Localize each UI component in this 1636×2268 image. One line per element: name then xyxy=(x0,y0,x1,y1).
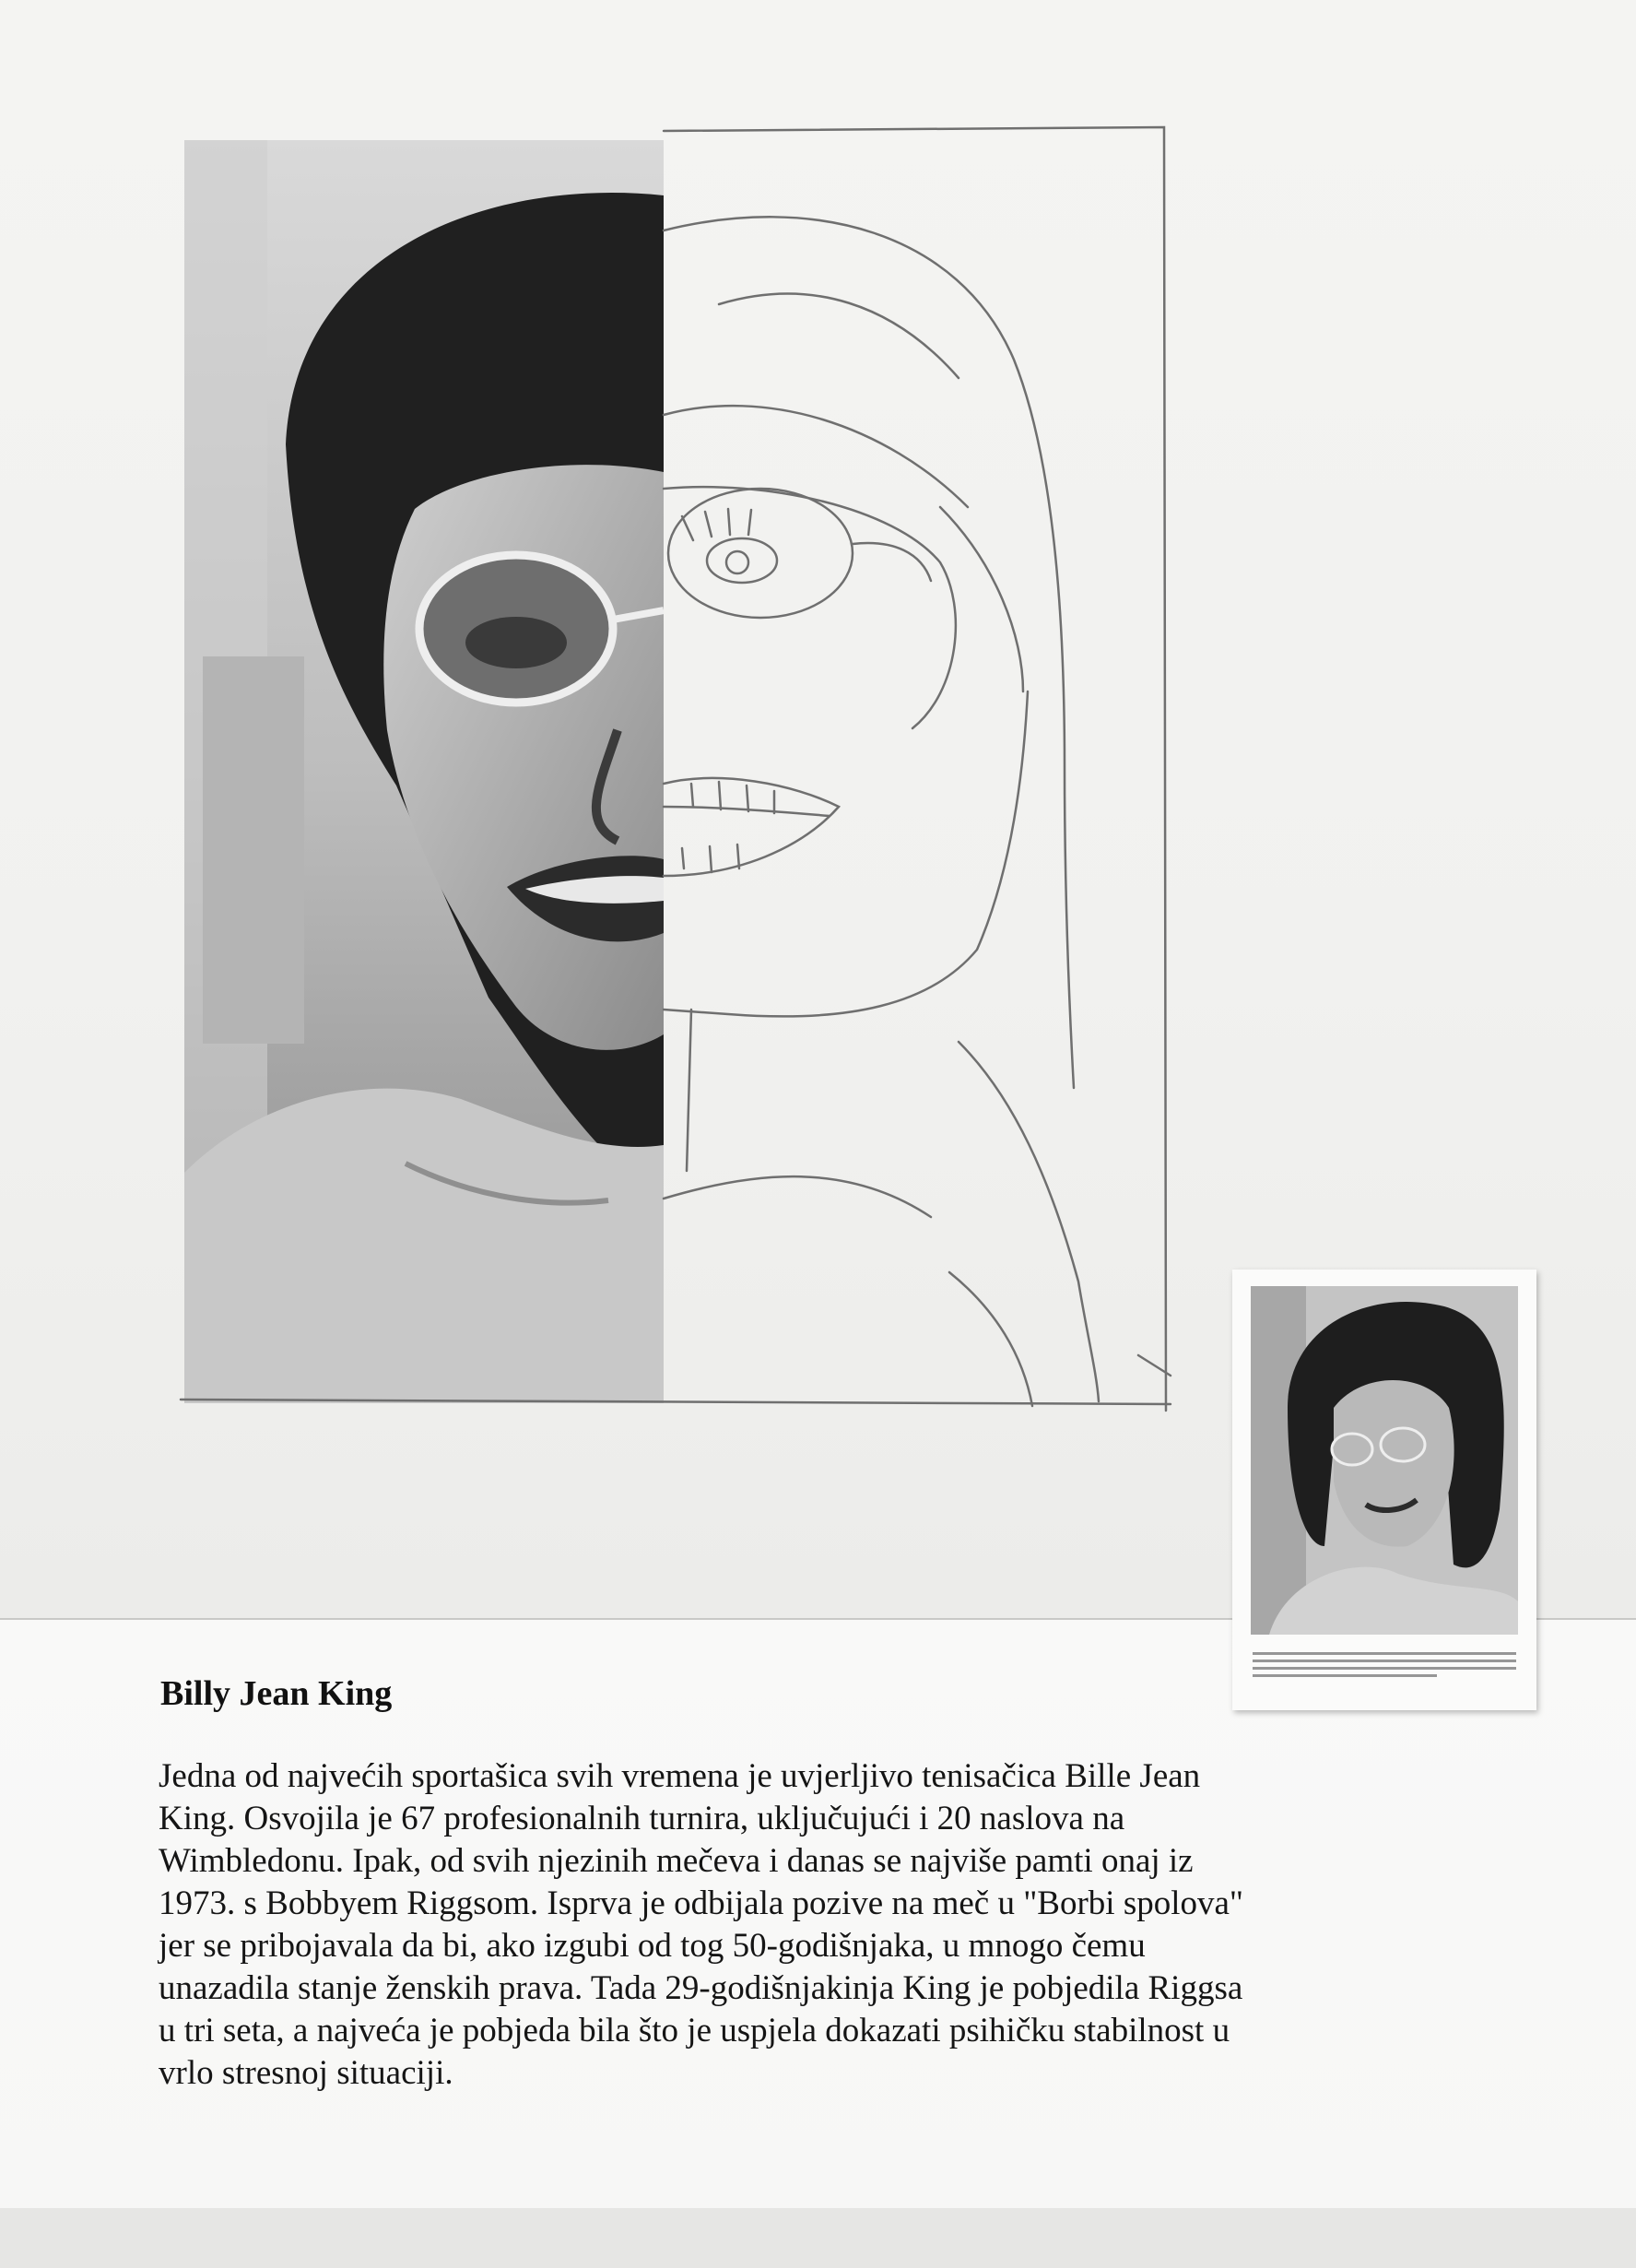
article-body xyxy=(159,1755,1449,2095)
body-line: Jedna od najvećih sportašica svih vremena je uvjerljivo tenisačica Bille Jean xyxy=(159,1757,1201,1795)
body-line: vrlo stresnoj situaciji. xyxy=(159,2054,453,2092)
body-line: King. Osvojila je 67 profesionalnih turnira, uključujući i 20 naslova na xyxy=(159,1800,1125,1837)
pencil-drawing xyxy=(166,120,1189,1429)
reference-caption xyxy=(1253,1648,1516,1682)
background-strip xyxy=(0,2208,1636,2268)
body-line: jer se pribojavala da bi, ako izgubi od tog 50-godišnjaka, u mnogo čemu xyxy=(159,1927,1146,1965)
body-line: Wimbledonu. Ipak, od svih njezinih mečeva i danas se najviše pamti onaj iz xyxy=(159,1842,1194,1880)
article-title: Billy Jean King xyxy=(160,1674,393,1713)
reference-photo xyxy=(1232,1270,1536,1710)
body-line: 1973. s Bobbyem Riggsom. Isprva je odbijala pozive na meč u "Borbi spolova" xyxy=(159,1884,1244,1922)
body-line: unazadila stanje ženskih prava. Tada 29-godišnjakinja King je pobjedila Riggsa xyxy=(159,1969,1243,2007)
body-line: u tri seta, a najveća je pobjeda bila što je uspjela dokazati psihičku stabilnost u xyxy=(159,2012,1230,2049)
